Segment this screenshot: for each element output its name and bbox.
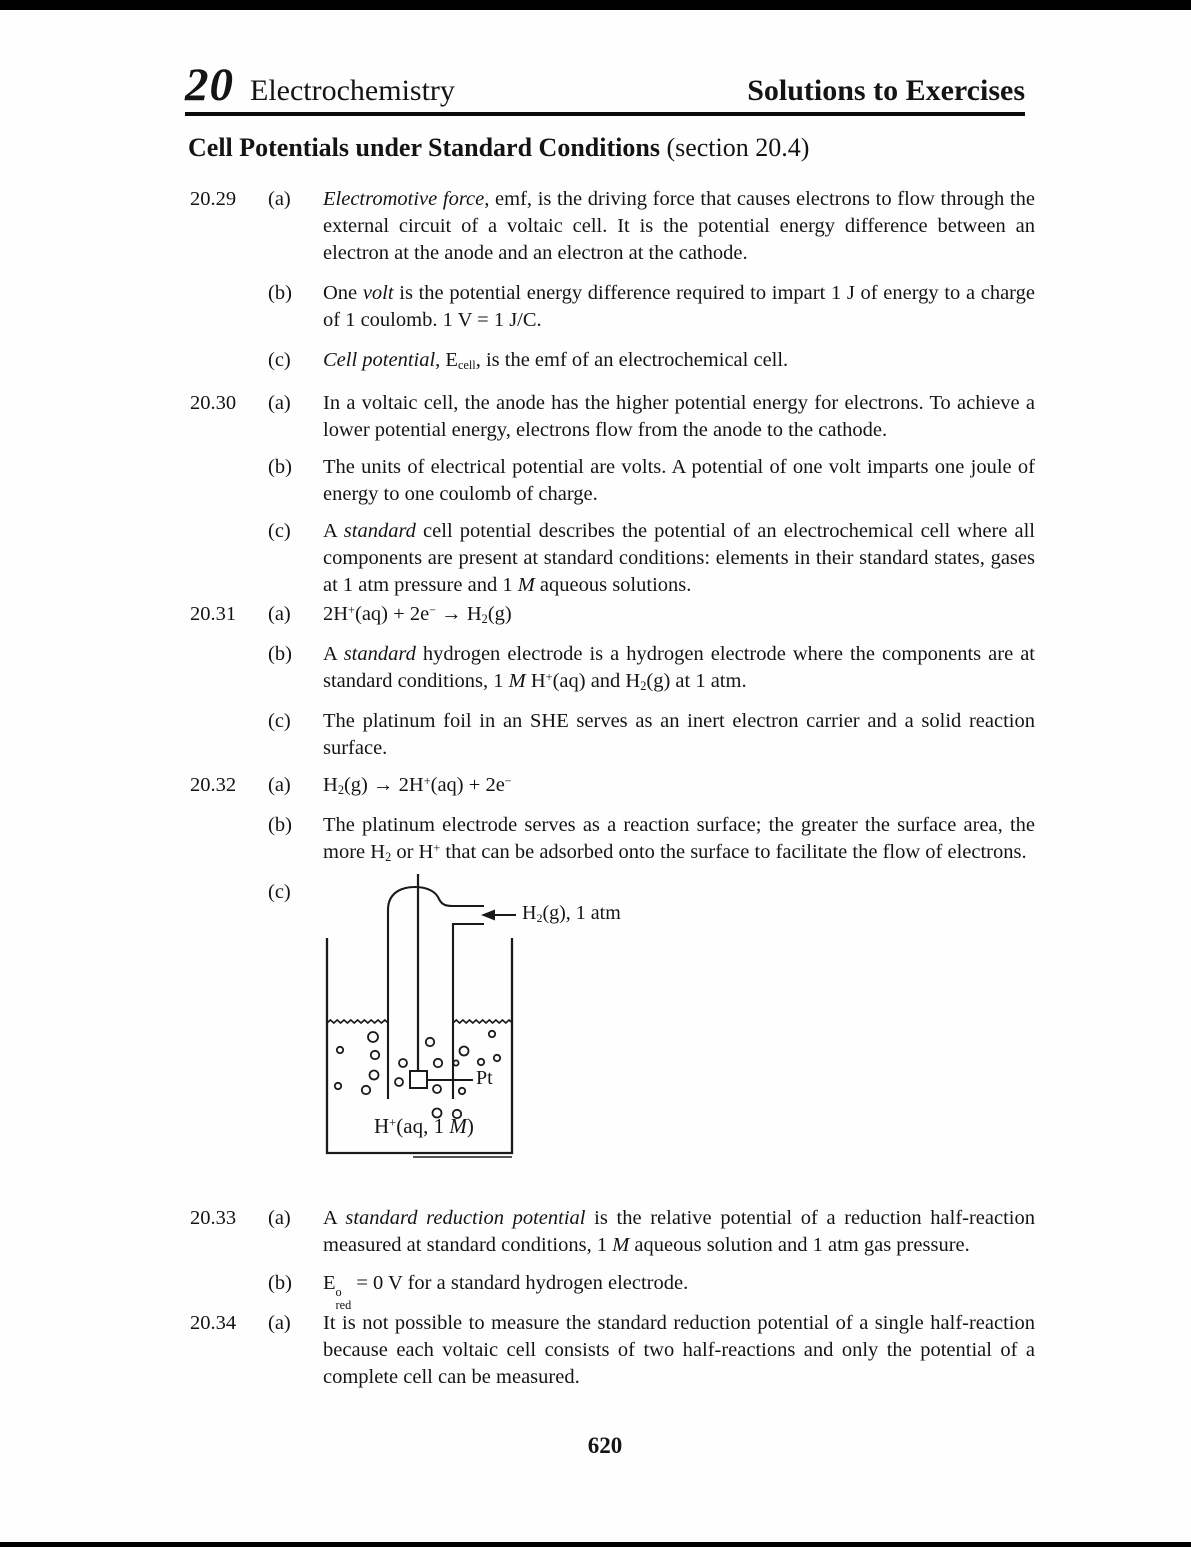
part-text: $H_2(g) \to 2H^+(aq) + 2e^-$	[323, 773, 512, 798]
pt-electrode-label: Pt	[476, 1067, 493, 1089]
part-label: (b)	[268, 456, 292, 478]
problem-number: 20.34	[190, 1312, 237, 1334]
part-text: A standard hydrogen electrode is a hydrogen electrode where the components are at standard conditions, 1 M H+(aq) and $H_2(g)$ at 1 atm.	[323, 643, 1035, 694]
scan-edge-bottom	[0, 1542, 1191, 1547]
page-number: 620	[587, 1433, 623, 1458]
part-label: (a)	[268, 1312, 291, 1334]
part-label: (a)	[268, 392, 291, 414]
part-label: (a)	[268, 774, 291, 796]
problem-20-34	[190, 1310, 1035, 1391]
part-label: (c)	[268, 881, 291, 903]
part-text: The platinum electrode serves as a reaction surface; the greater the surface area, the more $H_2$ or H+ that can be adsorbed onto the surface to facilitate the flow of electrons.	[323, 814, 1035, 865]
solution-label: H+(aq, 1 M)	[374, 1114, 474, 1138]
problem-20-33	[190, 1205, 1035, 1312]
part-text: $2H^+(aq) + 2e^- \to H_2(g)$	[323, 602, 512, 627]
part-label: (c)	[268, 349, 291, 371]
part-text: It is not possible to measure the standard reduction potential of a single half-reaction because each voltaic cell consists of two half-reactions and only the potential of a complete cell can be measured.	[323, 1312, 1035, 1388]
section-title-ref: (section 20.4)	[659, 133, 810, 162]
section-title-main: Cell Potentials under Standard Conditions	[188, 133, 660, 162]
problem-number: 20.32	[190, 774, 237, 796]
part-label: (b)	[268, 643, 292, 665]
part-text: E o red = 0 V for a standard hydrogen electrode.	[323, 1272, 689, 1312]
problem-20-31	[190, 601, 1035, 762]
section-title	[188, 133, 809, 163]
part-diagram-wrap	[323, 879, 1035, 1168]
chapter-title: Electrochemistry	[250, 74, 455, 107]
header-rule	[185, 112, 1025, 116]
problem-20-29	[190, 186, 1035, 374]
gas-label: $H_2(g)$, 1 atm	[522, 902, 621, 925]
scan-edge-top	[0, 0, 1191, 10]
part-label: (b)	[268, 282, 292, 304]
problem-20-30	[190, 390, 1035, 599]
part-label: (c)	[268, 710, 291, 732]
problem-number: 20.30	[190, 392, 237, 414]
part-text: One volt is the potential energy difference required to impart 1 J of energy to a charge of 1 coulomb. 1 V = 1 J/C.	[323, 282, 1035, 331]
part-label: (b)	[268, 1272, 292, 1294]
part-text: The platinum foil in an SHE serves as an inert electron carrier and a solid reaction surface.	[323, 710, 1035, 759]
she-diagram	[318, 866, 698, 1168]
part-text: A standard reduction potential is the relative potential of a reduction half-reaction measured at standard conditions, 1 M aqueous solution and 1 atm gas pressure.	[323, 1207, 1035, 1256]
part-label: (a)	[268, 188, 291, 210]
problem-number: 20.29	[190, 188, 237, 210]
gas-arrow-head	[481, 910, 495, 921]
problem-20-32	[190, 772, 1035, 1168]
part-text: The units of electrical potential are volts. A potential of one volt imparts one joule of energy to one coulomb of charge.	[323, 456, 1035, 505]
problem-number: 20.33	[190, 1207, 237, 1229]
chapter-number: 20	[185, 59, 234, 111]
header-right-title: Solutions to Exercises	[747, 74, 1025, 107]
part-text: Electromotive force, emf, is the driving force that causes electrons to flow through the external circuit of a voltaic cell. It is the potential energy difference between an electron at the anode and an electron at the cathode.	[323, 188, 1035, 264]
part-label: (a)	[268, 603, 291, 625]
part-text: In a voltaic cell, the anode has the higher potential energy for electrons. To achieve a lower potential energy, electrons flow from the anode to the cathode.	[323, 392, 1035, 441]
part-label: (c)	[268, 520, 291, 542]
part-label: (b)	[268, 814, 292, 836]
problem-number: 20.31	[190, 603, 237, 625]
part-label: (a)	[268, 1207, 291, 1229]
part-text: Cell potential, $E_{cell}$, is the emf of an electrochemical cell.	[323, 349, 789, 373]
page-header	[185, 59, 1025, 111]
part-text: A standard cell potential describes the potential of an electrochemical cell where all components are present at standard conditions: elements in their standard states, gases at 1 atm pressure and 1 M aqueous solutions.	[323, 520, 1035, 596]
